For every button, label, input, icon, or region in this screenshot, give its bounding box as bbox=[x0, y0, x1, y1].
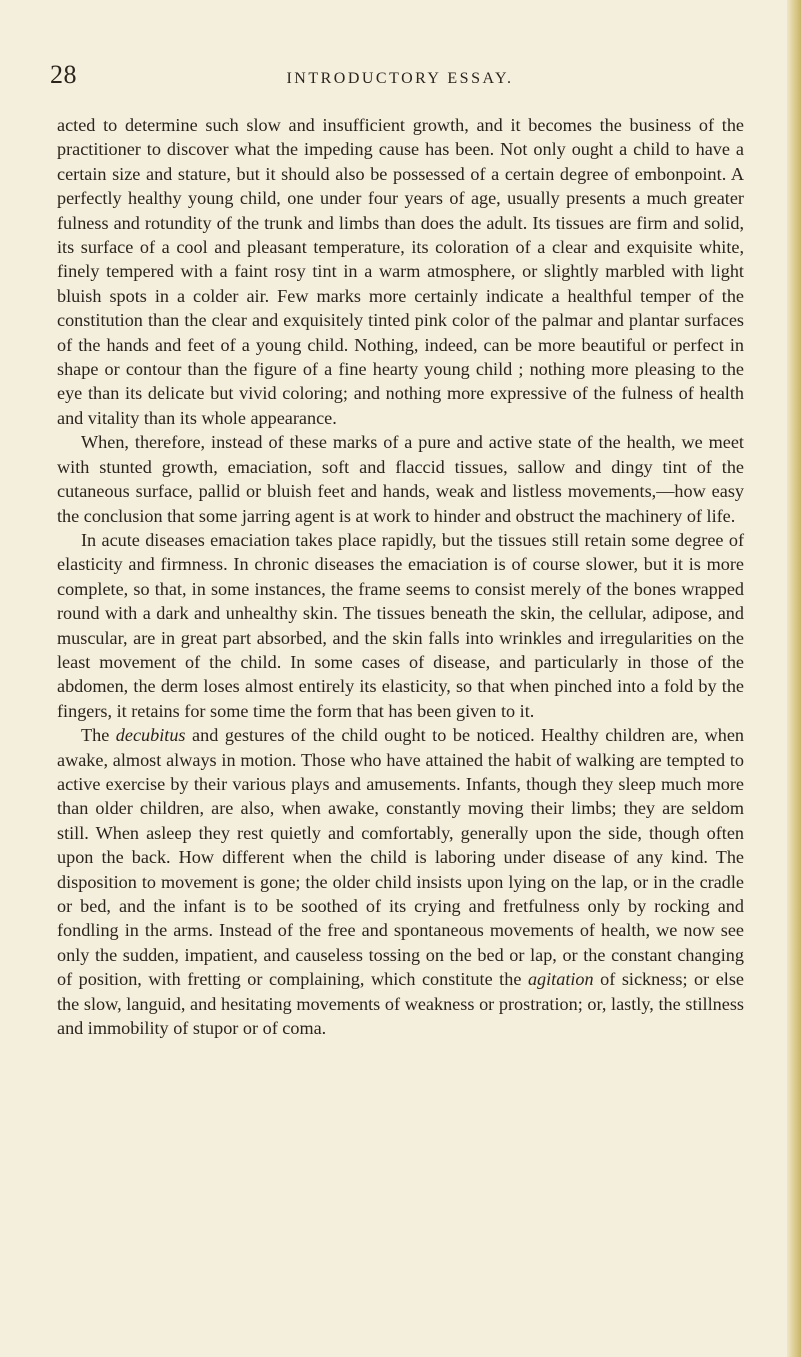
text-run: The bbox=[81, 725, 116, 746]
body-text bbox=[57, 113, 744, 1040]
text-run: In acute diseases emaciation takes place rapidly, but the tissues still retain some degree of elasticity and firmness. In chronic diseases the emaciation is of course slower, but it is more complete, so that, in some instances, the frame seems to consist merely of the bones wrapped round with a dark and unhealthy skin. The tissues beneath the skin, the cellular, adipose, and muscular, are in great part absorbed, and the skin falls into wrinkles and irregularities on the least movement of the child. In some cases of disease, and particularly in those of the abdomen, the derm loses almost entirely its elasticity, so that when pinched into a fold by the fingers, it retains for some time the form that has been given to it. bbox=[57, 529, 744, 721]
paragraph bbox=[57, 528, 744, 723]
page-header bbox=[50, 60, 750, 94]
italic-term: decubitus bbox=[115, 725, 186, 746]
text-run: When, therefore, instead of these marks of a pure and active state of the health, we meet with stunted growth, emaciation, soft and flaccid tissues, sallow and dingy tint of the cutaneous surface, pallid or bluish feet and hands, weak and listless movements,—how easy the conclusion that some jarring agent is at work to hinder and obstruct the machinery of life. bbox=[57, 432, 744, 526]
text-run: acted to determine such slow and insufficient growth, and it becomes the business of the practitioner to discover what the impeding cause has been. Not only ought a child to have a certain size and stature, but it should also be possessed of a certain degree of embonpoint. A perfectly healthy young child, one under four years of age, usually presents a much greater fulness and rotundity of the trunk and limbs than does the adult. Its tissues are firm and solid, its surface of a cool and pleasant temperature, its coloration of a clear and exquisite white, finely tempered with a faint rosy tint in a warm atmosphere, or slightly marbled with light bluish spots in a colder air. Few marks more certainly indicate a healthful temper of the constitution than the clear and exquisitely tinted pink color of the palmar and plantar surfaces of the hands and feet of a young child. Nothing, indeed, can be more beautiful or perfect in shape or contour than the figure of a fine hearty young child ; nothing more pleasing to the eye than its delicate but vivid coloring; and nothing more expressive of the fulness of health and vitality than its whole appearance. bbox=[57, 115, 744, 428]
paragraph bbox=[57, 113, 744, 430]
page-number: 28 bbox=[50, 60, 77, 89]
italic-term: agitation bbox=[527, 969, 594, 990]
running-head: INTRODUCTORY ESSAY. bbox=[286, 70, 514, 87]
text-run: of sickness; or else the slow, languid, and hesitating movements of weakness or prostration; or, lastly, the stillness and immobility of stupor or of coma. bbox=[57, 969, 744, 1039]
paragraph bbox=[57, 430, 744, 528]
page-edge bbox=[787, 0, 801, 1357]
text-run: and gestures of the child ought to be noticed. Healthy children are, when awake, almost always in motion. Those who have attained the habit of walking are tempted to active exercise by their various plays and amusements. Infants, though they sleep much more than older children, are also, when awake, constantly moving their limbs; they are seldom still. When asleep they rest quietly and comfortably, generally upon the side, though often upon the back. How different when the child is laboring under disease of any kind. The disposition to movement is gone; the older child insists upon lying on the lap, or in the cradle or bed, and the infant is to be soothed of its crying and fretfulness only by rocking and fondling in the arms. Instead of the free and spontaneous movements of health, we now see only the sudden, impatient, and causeless tossing on the bed or lap, or the constant changing of position, with fretting or complaining, which constitute the bbox=[57, 725, 744, 990]
paragraph bbox=[57, 723, 744, 1040]
